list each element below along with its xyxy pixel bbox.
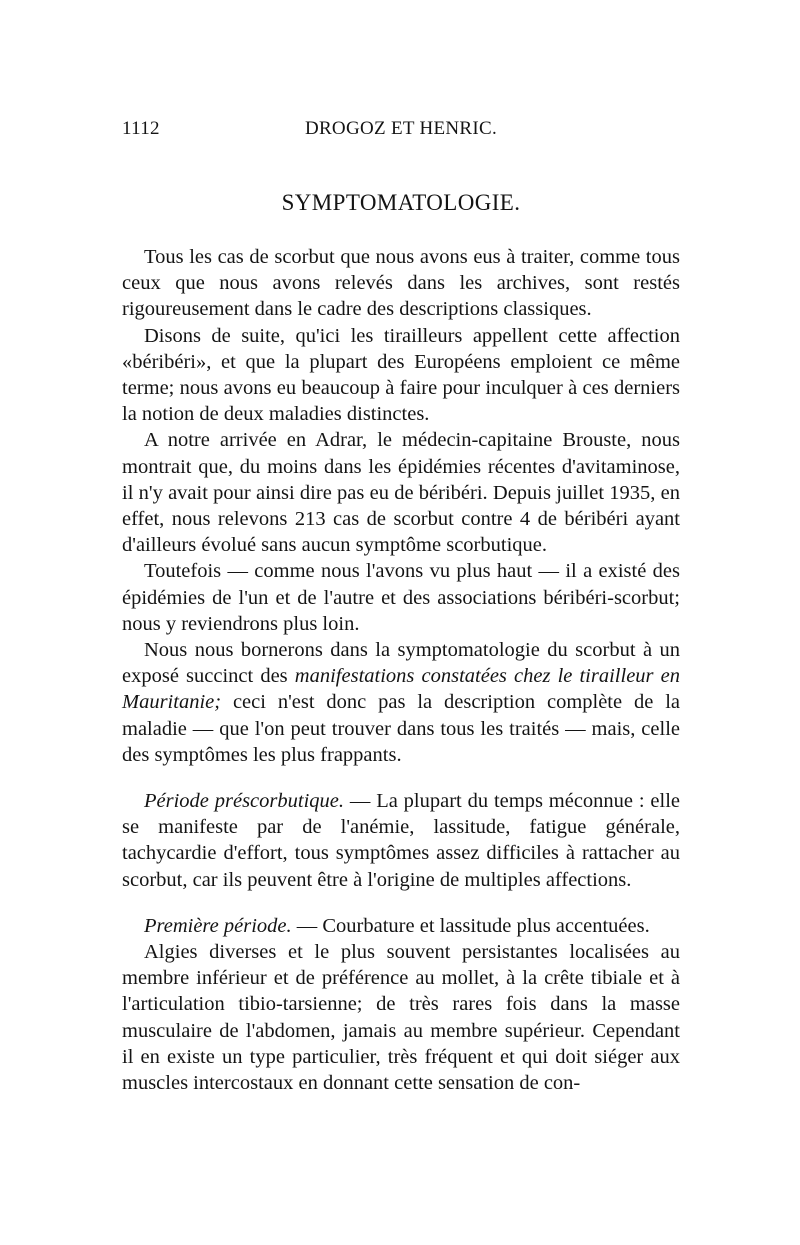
paragraph-first-period [122, 913, 680, 939]
page-header [122, 118, 680, 146]
paragraph-5-post: ceci n'est donc pas la description complète de la maladie — que l'on peut trouver dans tous les traités — mais, celle des symptômes les plus frappants. [122, 691, 680, 766]
paragraph-3: A notre arrivée en Adrar, le médecin-capitaine Brouste, nous montrait que, du moins dans les épidémies récentes d'avitaminose, il n'y avait pour ainsi dire pas eu de béribéri. Depuis juillet 1935, en effet, nous relevons 213 cas de scorbut contre 4 de béribéri ayant d'ailleurs évolué sans aucun symptôme scorbutique. [122, 429, 680, 557]
section-title: SYMPTOMATOLOGIE. [281, 190, 521, 215]
paragraph-algies: Algies diverses et le plus souvent persistantes localisées au membre inférieur et de préférence au mollet, à la crête tibiale et à l'articulation tibio-tarsienne; de très rares fois dans la masse musculaire de l'abdomen, jamais au membre supérieur. Cependant il en existe un type particulier, très fréquent et qui doit siéger aux muscles intercostaux en donnant cette sensation de con- [122, 941, 680, 1095]
prescorbutic-text: — La plupart du temps méconnue : elle se manifeste par de l'anémie, lassitude, fatigue générale, tachycardie d'effort, tous symptômes assez difficiles à rattacher au scorbut, car ils peuvent être à l'origine de multiples affections. [122, 790, 681, 891]
paragraph-5-italic: manifestations constatées chez le tirailleur en Mauritanie; [122, 665, 680, 714]
prescorbutic-heading: Période préscorbutique. [144, 790, 344, 813]
paragraph-4: Toutefois — comme nous l'avons vu plus haut — il a existé des épidémies de l'un et de l'autre et des associations béribéri-scorbut; nous y reviendrons plus loin. [122, 560, 680, 635]
running-head: DROGOZ ET HENRIC. [304, 118, 498, 139]
paragraph-1: Tous les cas de scorbut que nous avons eus à traiter, comme tous ceux que nous avons relevés dans les archives, sont restés rigoureusement dans le cadre des descriptions classiques. [122, 246, 680, 321]
body-text [122, 244, 680, 1096]
paragraph-prescorbutic [122, 788, 680, 893]
paragraph-5 [122, 637, 680, 768]
first-period-heading: Première période. [144, 914, 292, 937]
first-period-text: — Courbature et lassitude plus accentuées. [291, 914, 650, 937]
paragraph-2: Disons de suite, qu'ici les tirailleurs appellent cette affection «béribéri», et que la plupart des Européens emploient ce même terme; nous avons eu beaucoup à faire pour inculquer à ces derniers la notion de deux maladies distinctes. [122, 324, 680, 426]
page-number: 1112 [122, 118, 160, 139]
paragraph-5-pre: Nous nous bornerons dans la symptomatologie du scorbut à un exposé succinct des [122, 639, 680, 688]
